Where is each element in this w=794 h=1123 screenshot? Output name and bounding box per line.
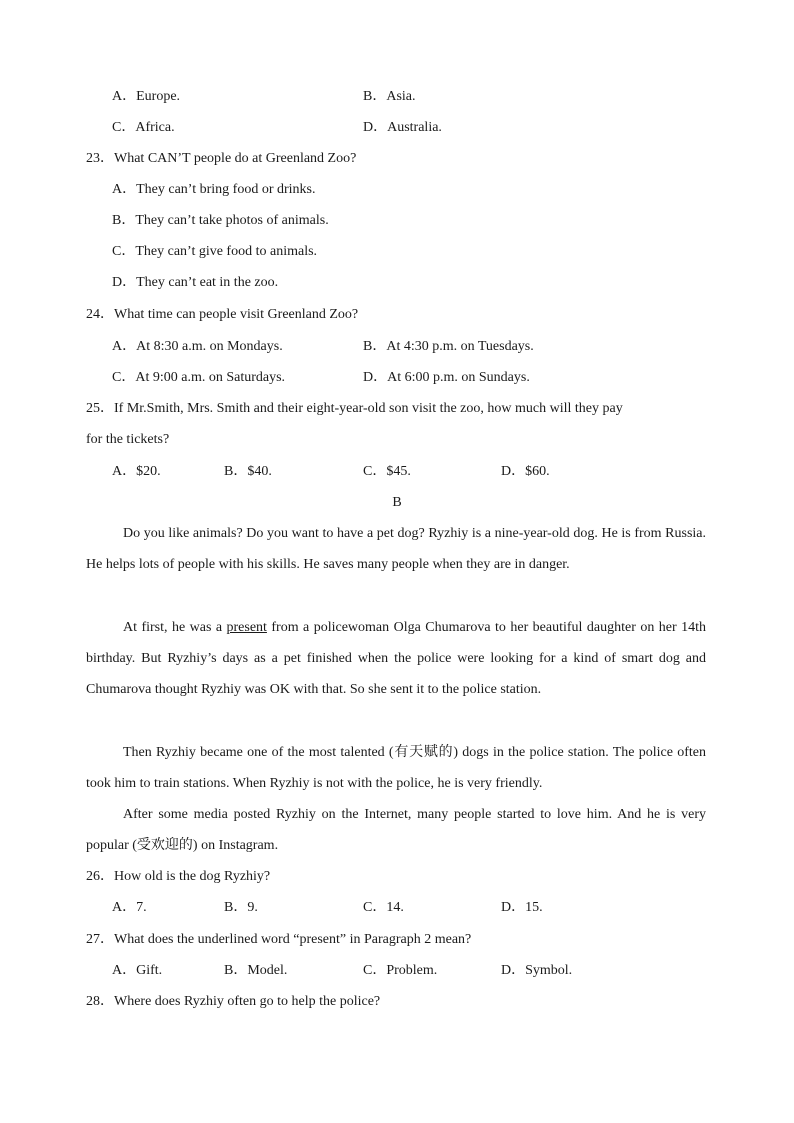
q22-option-a: A．Europe. xyxy=(112,89,181,104)
paragraph-2-text-start: At first, he was a xyxy=(123,620,227,635)
q22-option-b: B．Asia. xyxy=(363,89,416,104)
q27-option-c: C．Problem. xyxy=(363,963,438,978)
q27-option-d: D．Symbol. xyxy=(501,963,573,978)
paragraph-3-text: Then Ryzhiy became one of the most talented (有天赋的) dogs in the police station. The police often took him to train stations. When Ryzhiy is not with the police, he is very friendly. xyxy=(86,745,706,792)
q25-option-a: A．$20. xyxy=(112,464,161,479)
q26-stem: 26．How old is the dog Ryzhiy? xyxy=(86,869,271,884)
q25-option-b: B．$40. xyxy=(224,464,272,479)
q27-option-b: B．Model. xyxy=(224,963,288,978)
q22-option-c: C．Africa. xyxy=(112,120,175,135)
underlined-word: present xyxy=(226,620,267,635)
q23-option-c: C．They can’t give food to animals. xyxy=(112,244,318,259)
q22-option-d: D．Australia. xyxy=(363,120,442,135)
q27-option-a: A．Gift. xyxy=(112,963,163,978)
paragraph-1-text: Do you like animals? Do you want to have a pet dog? Ryzhiy is a nine-year-old dog. He is from Russia. He helps lots of people with his skills. He saves many people when they are in danger. xyxy=(86,526,706,573)
q24-option-b: B．At 4:30 p.m. on Tuesdays. xyxy=(363,339,534,354)
q26-option-b: B．9. xyxy=(224,900,258,915)
q26-option-a: A．7. xyxy=(112,900,147,915)
q28-stem: 28．Where does Ryzhiy often go to help the police? xyxy=(86,994,381,1009)
q24-option-d: D．At 6:00 p.m. on Sundays. xyxy=(363,370,530,385)
q25-stem-line1: 25．If Mr.Smith, Mrs. Smith and their eight-year-old son visit the zoo, how much will they pay xyxy=(86,401,623,416)
q23-stem: 23．What CAN’T people do at Greenland Zoo? xyxy=(86,151,357,166)
paragraph-4-text: After some media posted Ryzhiy on the Internet, many people started to love him. And he is very popular (受欢迎的) on Instagram. xyxy=(86,807,706,854)
q23-option-d: D．They can’t eat in the zoo. xyxy=(112,275,279,290)
paragraph-2-text-end: from a policewoman Olga Chumarova to her beautiful daughter on her 14th birthday. But Ryzhiy’s days as a pet finished when the police were looking for a kind of smart dog and Chumarova thought Ryzhiy was OK with that. So she sent it to the police station. xyxy=(86,620,706,698)
passage-paragraph-1 xyxy=(86,518,706,580)
q23-option-b: B．They can’t take photos of animals. xyxy=(112,213,329,228)
q27-stem: 27．What does the underlined word “present” in Paragraph 2 mean? xyxy=(86,932,472,947)
q25-option-d: D．$60. xyxy=(501,464,550,479)
passage-paragraph-4 xyxy=(86,799,706,861)
q25-stem-line2: for the tickets? xyxy=(86,432,170,447)
q24-stem: 24．What time can people visit Greenland Zoo? xyxy=(86,307,359,322)
q24-option-c: C．At 9:00 a.m. on Saturdays. xyxy=(112,370,286,385)
q26-option-d: D．15. xyxy=(501,900,543,915)
q26-option-c: C．14. xyxy=(363,900,404,915)
q23-option-a: A．They can’t bring food or drinks. xyxy=(112,182,316,197)
q24-option-a: A．At 8:30 a.m. on Mondays. xyxy=(112,339,283,354)
section-heading: B xyxy=(392,495,402,510)
q25-option-c: C．$45. xyxy=(363,464,411,479)
passage-paragraph-2 xyxy=(86,612,706,706)
passage-paragraph-3 xyxy=(86,737,706,799)
